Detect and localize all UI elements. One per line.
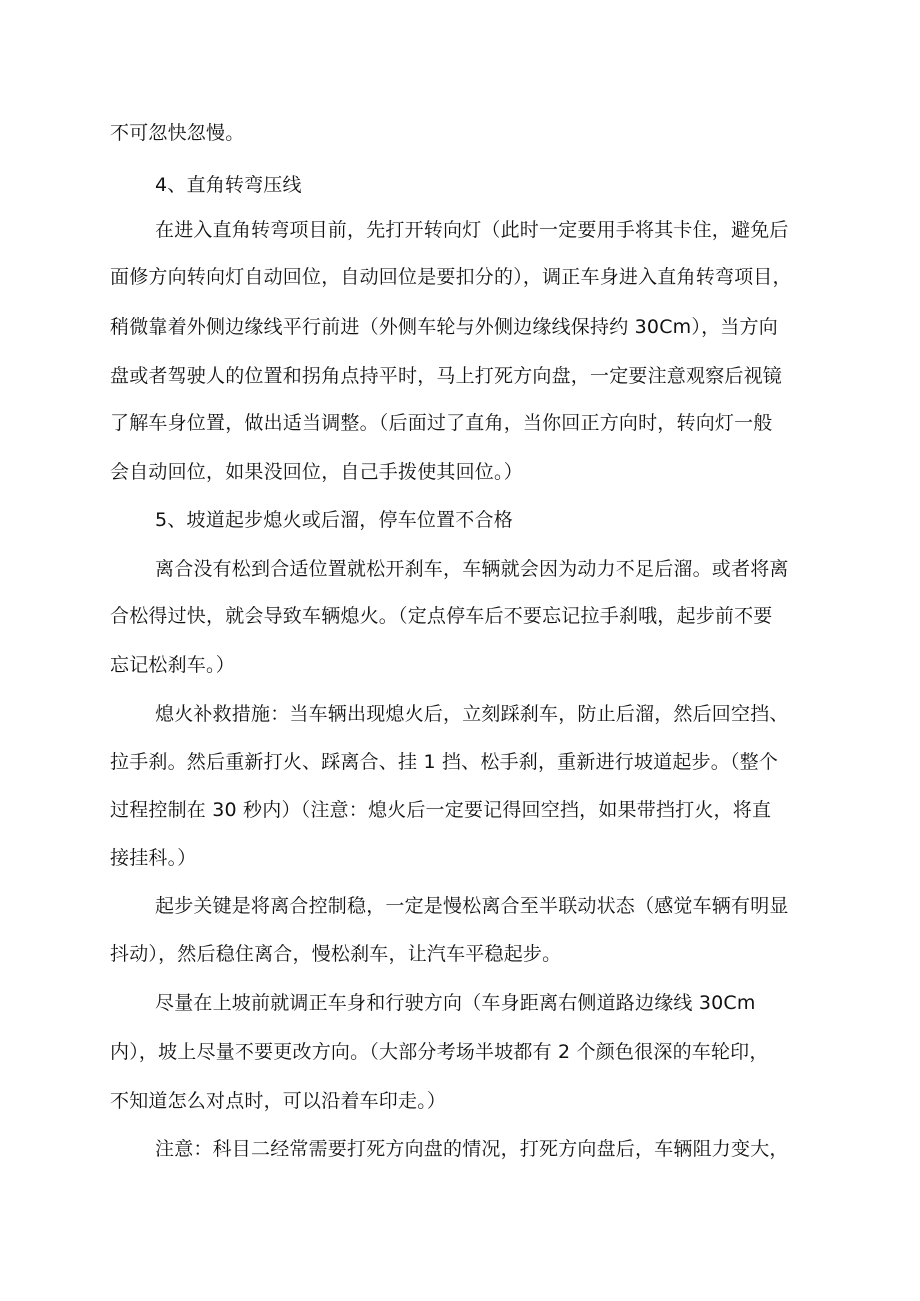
paragraph-line: 过程控制在 30 秒内）（注意：熄火后一定要记得回空挡，如果带挡打火，将直 xyxy=(110,799,772,821)
paragraph-line: 不知道怎么对点时，可以沿着车印走。） xyxy=(110,1090,447,1112)
paragraph-line: 抖动），然后稳住离合，慢松刹车，让汽车平稳起步。 xyxy=(110,943,562,965)
paragraph-line: 接挂科。） xyxy=(110,847,197,869)
paragraph-line: 不可忽快忽慢。 xyxy=(110,122,245,144)
paragraph-line: 拉手刹。然后重新打火、踩离合、挂 1 挡、松手刹，重新进行坡道起步。（整个 xyxy=(110,751,779,773)
paragraph-line: 内），坡上尽量不要更改方向。（大部分考场半坡都有 2 个颜色很深的车轮印， xyxy=(110,1041,769,1063)
paragraph-line: 注意：科目二经常需要打死方向盘的情况，打死方向盘后，车辆阻力变大， xyxy=(155,1138,789,1160)
paragraph-line: 了解车身位置，做出适当调整。（后面过了直角，当你回正方向时，转向灯一般 xyxy=(110,412,773,434)
paragraph-line: 稍微靠着外侧边缘线平行前进（外侧车轮与外侧边缘线保持约 30Cm），当方向 xyxy=(110,316,778,338)
paragraph-line: 盘或者驾驶人的位置和拐角点持平时，马上打死方向盘，一定要注意观察后视镜 xyxy=(110,365,783,387)
paragraph-line: 合松得过快，就会导致车辆熄火。（定点停车后不要忘记拉手刹哦，起步前不要 xyxy=(110,605,773,627)
paragraph-line: 离合没有松到合适位置就松开刹车，车辆就会因为动力不足后溜。或者将离 xyxy=(155,558,789,580)
paragraph-line: 面修方向转向灯自动回位，自动回位是要扣分的），调正车身进入直角转弯项目， xyxy=(110,266,792,288)
paragraph-line: 熄火补救措施：当车辆出现熄火后，立刻踩刹车，防止后溜，然后回空挡、 xyxy=(155,703,789,725)
paragraph-line: 会自动回位，如果没回位，自己手拨使其回位。） xyxy=(110,461,523,483)
paragraph-line: 起步关键是将离合控制稳，一定是慢松离合至半联动状态（感觉车辆有明显 xyxy=(155,895,789,917)
paragraph-line: 尽量在上坡前就调正车身和行驶方向（车身距离右侧道路边缘线 30Cm xyxy=(155,992,756,1014)
paragraph-line: 忘记松刹车。） xyxy=(110,654,235,676)
section-heading: 4、直角转弯压线 xyxy=(155,174,302,196)
section-heading: 5、坡道起步熄火或后溜，停车位置不合格 xyxy=(155,509,513,531)
paragraph-line: 在进入直角转弯项目前，先打开转向灯（此时一定要用手将其卡住，避免后 xyxy=(155,219,789,241)
